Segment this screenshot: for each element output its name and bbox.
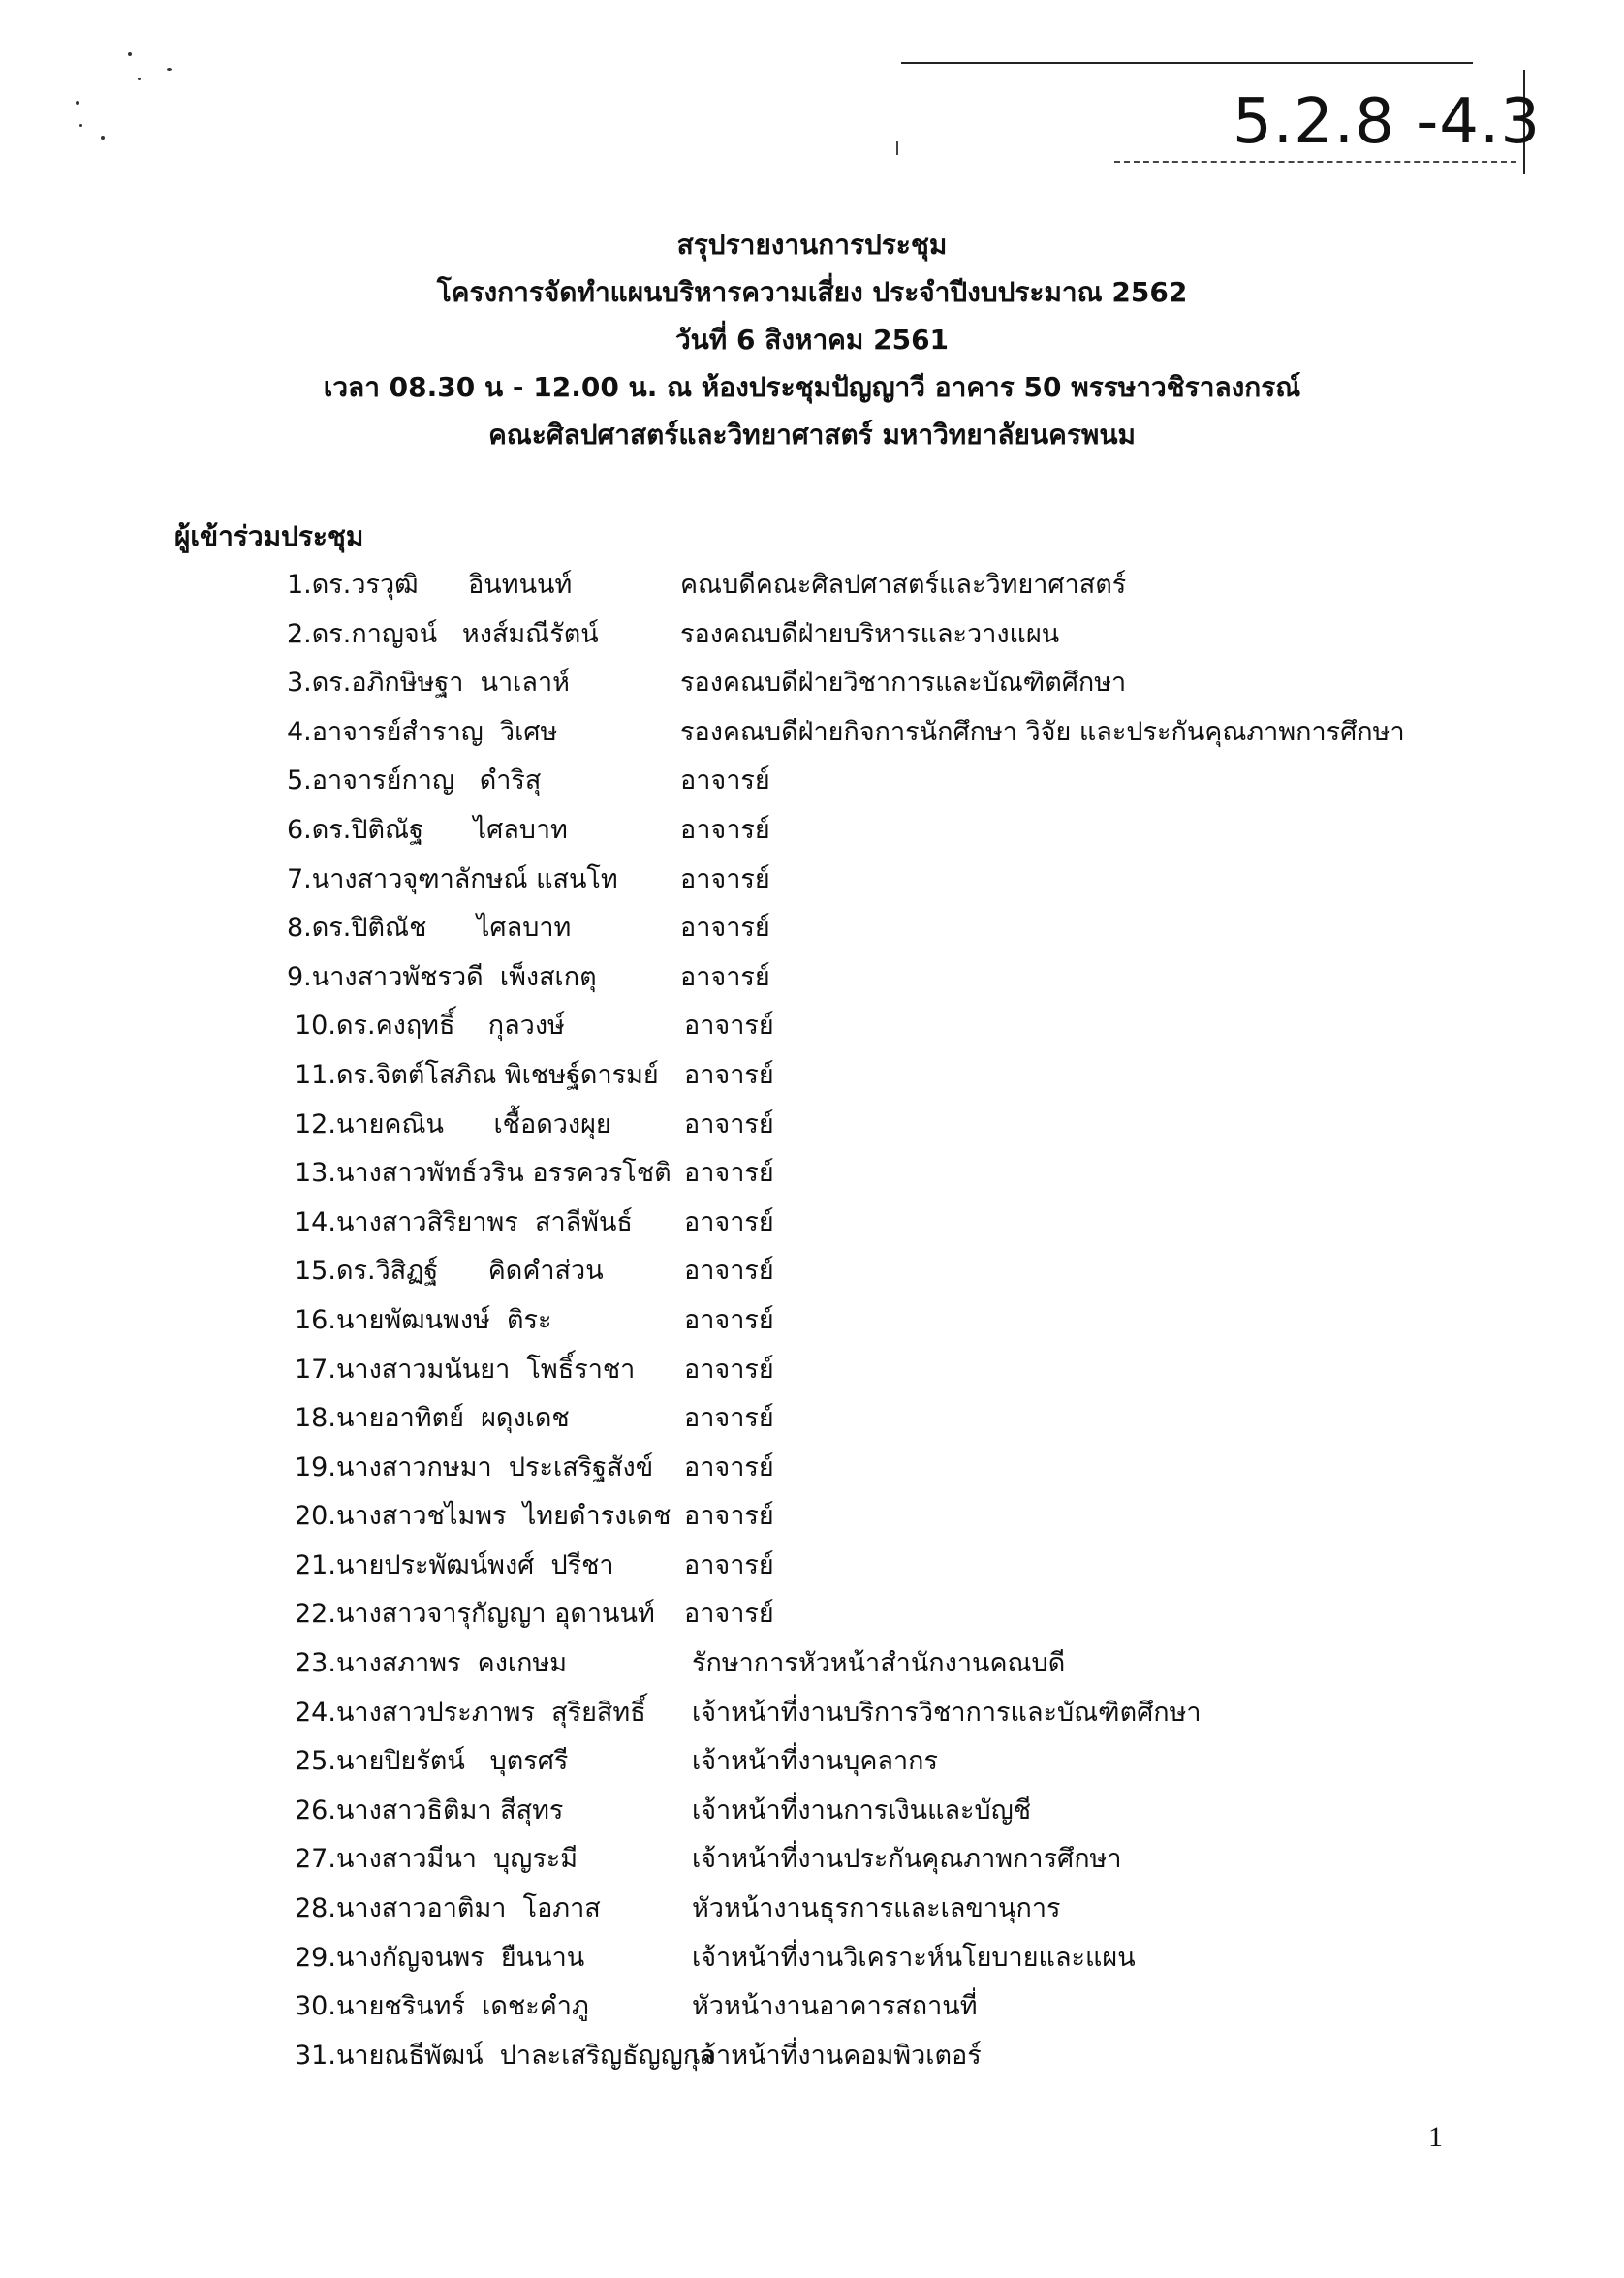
attendee-row (287, 660, 1498, 709)
attendee-number: 20. (295, 1501, 336, 1532)
attendee-row (287, 1395, 1498, 1445)
attendee-name: นางสาวมีนา บุญระมี (335, 1844, 578, 1875)
attendee-row (287, 611, 1498, 661)
attendee-number: 24. (295, 1697, 336, 1728)
document-header (0, 221, 1624, 458)
header-time-venue: เวลา 08.30 น - 12.00 น. ณ ห้องประชุมปัญญาวี อาคาร 50 พรรษาวชิราลงกรณ์ (323, 371, 1301, 403)
attendee-row (287, 1983, 1498, 2033)
scan-speck (79, 124, 82, 127)
attendee-row (287, 1003, 1498, 1052)
attendee-row (287, 1738, 1498, 1788)
attendee-row (287, 562, 1498, 611)
attendee-number: 22. (295, 1599, 336, 1630)
attendee-row (287, 1690, 1498, 1739)
attendee-number: 8. (287, 913, 312, 944)
attendee-name: ดร.ปิติณัช ไศลบาท (311, 913, 572, 944)
attendee-row (287, 1640, 1498, 1690)
attendee-number: 14. (295, 1206, 336, 1237)
document-code: 5.2.8 -4.3 (1233, 86, 1542, 158)
header-project: โครงการจัดทำแผนบริหารความเสี่ยง ประจำปีงบประมาณ 2562 (436, 276, 1188, 308)
attendee-name: นางสาวมนันยา โพธิ์ราชา (335, 1354, 636, 1385)
attendee-position: อาจารย์ (684, 1451, 774, 1482)
attendee-name: นายปิยรัตน์ บุตรศรี (335, 1746, 569, 1777)
attendee-position: อาจารย์ (684, 1403, 774, 1434)
attendee-position: เจ้าหน้าที่งานวิเคราะห์นโยบายและแผน (692, 1942, 1136, 1973)
attendee-position: รองคณบดีฝ่ายบริหารและวางแผน (680, 618, 1060, 649)
attendee-number: 4. (287, 716, 312, 747)
attendee-name: ดร.ปิติณัฐ ไศลบาท (311, 814, 568, 845)
attendee-name: นายประพัฒน์พงศ์ ปรีชา (335, 1549, 614, 1580)
attendee-name: นางสาวชไมพร ไทยดำรงเดช (335, 1501, 671, 1532)
attendee-name: นางสาวพัทธ์วริน อรรควรโชติ (335, 1158, 671, 1189)
attendee-position: อาจารย์ (680, 814, 770, 845)
attendee-row (287, 1248, 1498, 1297)
attendee-number: 5. (287, 765, 312, 796)
attendee-row (287, 1591, 1498, 1640)
attendee-position: อาจารย์ (684, 1108, 774, 1139)
attendee-row (287, 709, 1498, 759)
attendee-position: คณบดีคณะศิลปศาสตร์และวิทยาศาสตร์ (680, 570, 1127, 600)
code-box-top-border (901, 62, 1473, 64)
attendee-name: นายพัฒนพงษ์ ติระ (335, 1304, 552, 1335)
attendee-position: เจ้าหน้าที่งานประกันคุณภาพการศึกษา (692, 1844, 1122, 1875)
attendee-position: อาจารย์ (684, 1599, 774, 1630)
attendee-position: อาจารย์ (680, 913, 770, 944)
attendee-number: 6. (287, 814, 312, 845)
attendees-heading: ผู้เข้าร่วมประชุม (174, 520, 364, 552)
header-faculty: คณะศิลปศาสตร์และวิทยาศาสตร์ มหาวิทยาลัยนครพนม (488, 419, 1136, 451)
attendee-number: 12. (295, 1108, 336, 1139)
attendee-position: อาจารย์ (684, 1256, 774, 1287)
attendee-number: 19. (295, 1451, 336, 1482)
attendee-row (287, 1200, 1498, 1249)
attendee-number: 17. (295, 1354, 336, 1385)
attendee-number: 26. (295, 1794, 336, 1826)
attendee-row (287, 1935, 1498, 1984)
attendee-name: นายณธีพัฒน์ ปาละเสริญธัญญกุล (335, 2040, 715, 2071)
attendee-name: อาจารย์กาญ ดำริสุ (311, 765, 542, 796)
header-title: สรุปรายงานการประชุม (676, 229, 948, 261)
attendee-number: 11. (295, 1059, 336, 1090)
attendee-position: รักษาการหัวหน้าสำนักงานคณบดี (692, 1648, 1066, 1679)
attendee-name: นางสาวธิติมา สีสุทร (335, 1794, 564, 1826)
attendee-row (287, 954, 1498, 1004)
attendee-name: นางสาวอาติมา โอภาส (335, 1893, 601, 1924)
attendee-position: รองคณบดีฝ่ายวิชาการและบัณฑิตศึกษา (680, 668, 1127, 699)
attendee-number: 13. (295, 1158, 336, 1189)
attendee-name: ดร.คงฤทธิ์ กุลวงษ์ (335, 1011, 565, 1042)
attendee-position: เจ้าหน้าที่งานบริการวิชาการและบัณฑิตศึกษา (692, 1697, 1202, 1728)
attendee-position: อาจารย์ (684, 1354, 774, 1385)
attendee-name: ดร.จิตต์โสภิณ พิเชษฐ์ดารมย์ (335, 1059, 659, 1090)
attendee-row (287, 1052, 1498, 1102)
attendee-position: หัวหน้างานอาคารสถานที่ (692, 1991, 978, 2022)
attendee-row (287, 807, 1498, 857)
attendee-number: 25. (295, 1746, 336, 1777)
attendee-row (287, 1886, 1498, 1935)
attendee-position: อาจารย์ (684, 1501, 774, 1532)
scan-speck (101, 136, 105, 140)
attendee-name: นางสาวกษมา ประเสริฐสังข์ (335, 1451, 654, 1482)
attendee-position: อาจารย์ (684, 1304, 774, 1335)
attendee-position: เจ้าหน้าที่งานการเงินและบัญชี (692, 1794, 1032, 1826)
attendee-number: 10. (295, 1011, 336, 1042)
attendee-row (287, 1493, 1498, 1543)
attendee-row (287, 1102, 1498, 1151)
attendee-position: รองคณบดีฝ่ายกิจการนักศึกษา วิจัย และประกันคุณภาพการศึกษา (680, 716, 1405, 747)
attendee-name: นางสาวจารุกัญญา อุดานนท์ (335, 1599, 655, 1630)
attendee-number: 28. (295, 1893, 336, 1924)
attendee-number: 18. (295, 1403, 336, 1434)
attendee-position: อาจารย์ (680, 863, 770, 894)
attendee-row (287, 1788, 1498, 1837)
attendee-number: 27. (295, 1844, 336, 1875)
attendee-row (287, 857, 1498, 906)
attendee-position: อาจารย์ (680, 765, 770, 796)
attendee-position: เจ้าหน้าที่งานคอมพิวเตอร์ (692, 2040, 982, 2071)
attendee-row (287, 1347, 1498, 1396)
attendee-row (287, 905, 1498, 954)
attendee-number: 29. (295, 1942, 336, 1973)
scan-speck (138, 78, 141, 80)
attendee-row (287, 1297, 1498, 1347)
attendee-number: 1. (287, 570, 312, 600)
attendee-name: นายคณิน เชื้อดวงผุย (335, 1108, 611, 1139)
attendee-name: ดร.วรวุฒิ อินทนนท์ (311, 570, 573, 600)
attendee-list (287, 562, 1498, 2081)
attendee-name: นางสาวจุฑาลักษณ์ แสนโท (311, 863, 618, 894)
attendee-number: 31. (295, 2040, 336, 2071)
attendee-name: นางสภาพร คงเกษม (335, 1648, 568, 1679)
scan-speck (76, 101, 79, 105)
attendee-name: นางกัญจนพร ยืนนาน (335, 1942, 585, 1973)
attendee-name: ดร.วิสิฏฐ์ คิดคำส่วน (335, 1256, 604, 1287)
attendee-name: นายอาทิตย์ ผดุงเดช (335, 1403, 570, 1434)
attendee-row (287, 1543, 1498, 1592)
attendee-row (287, 1150, 1498, 1200)
attendee-row (287, 1445, 1498, 1494)
attendee-position: อาจารย์ (684, 1158, 774, 1189)
attendee-name: นางสาวสิริยาพร สาลีพันธ์ (335, 1206, 633, 1237)
attendee-position: หัวหน้างานธุรการและเลขานุการ (692, 1893, 1061, 1924)
page-number: 1 (1428, 2121, 1443, 2153)
code-box-bottom-border (1114, 161, 1516, 163)
scan-speck (128, 52, 132, 56)
attendee-name: นายชรินทร์ เดชะคำภู (335, 1991, 589, 2022)
attendee-number: 23. (295, 1648, 336, 1679)
attendee-name: นางสาวประภาพร สุริยสิทธิ์ (335, 1697, 646, 1728)
attendee-number: 9. (287, 961, 312, 992)
attendee-number: 30. (295, 1991, 336, 2022)
attendee-name: อาจารย์สำราญ วิเศษ (311, 716, 558, 747)
attendee-number: 16. (295, 1304, 336, 1335)
attendee-number: 7. (287, 863, 312, 894)
attendee-position: อาจารย์ (680, 961, 770, 992)
attendee-row (287, 1836, 1498, 1886)
attendee-row (287, 758, 1498, 807)
attendee-number: 15. (295, 1256, 336, 1287)
attendee-number: 3. (287, 668, 312, 699)
header-date: วันที่ 6 สิงหาคม 2561 (674, 324, 950, 356)
attendee-name: ดร.อภิกษิษฐา นาเลาห์ (311, 668, 570, 699)
scan-speck (167, 68, 172, 71)
attendee-position: อาจารย์ (684, 1206, 774, 1237)
attendee-name: นางสาวพัชรวดี เพ็งสเกตุ (311, 961, 597, 992)
attendee-position: อาจารย์ (684, 1059, 774, 1090)
attendee-name: ดร.กาญจน์ หงส์มณีรัตน์ (311, 618, 599, 649)
attendee-position: อาจารย์ (684, 1011, 774, 1042)
attendee-row (287, 2033, 1498, 2082)
code-box-tick-mark (896, 141, 898, 155)
attendee-number: 21. (295, 1549, 336, 1580)
attendee-number: 2. (287, 618, 312, 649)
attendee-position: อาจารย์ (684, 1549, 774, 1580)
attendee-position: เจ้าหน้าที่งานบุคลากร (692, 1746, 938, 1777)
